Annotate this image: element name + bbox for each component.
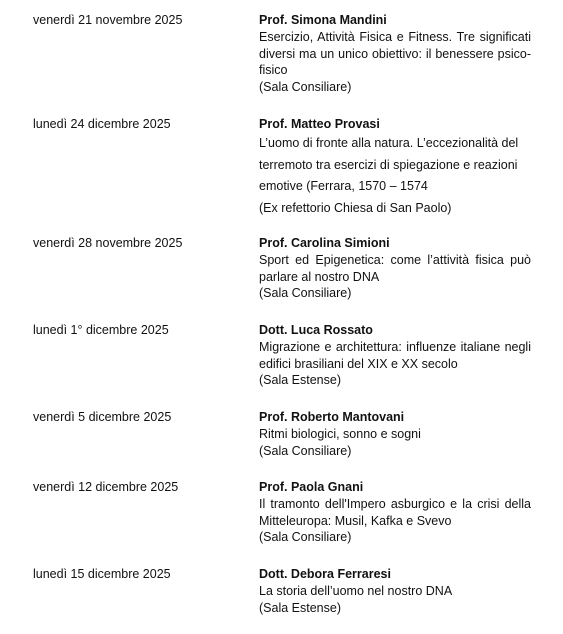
- event-venue: (Sala Estense): [259, 600, 341, 615]
- event-date: lunedì 15 dicembre 2025: [33, 567, 171, 581]
- event-date: venerdì 5 dicembre 2025: [33, 410, 172, 424]
- event-date: lunedì 24 dicembre 2025: [33, 117, 171, 131]
- event-date: lunedì 1° dicembre 2025: [33, 323, 169, 337]
- event-venue: (Sala Consiliare): [259, 443, 352, 458]
- event-date: venerdì 21 novembre 2025: [33, 13, 183, 27]
- event-title: Migrazione e architettura: influenze italiane negli edifici brasiliani del XIX e XX secolo: [259, 340, 531, 371]
- event-speaker: Dott. Debora Ferraresi: [259, 567, 391, 581]
- event-title: Esercizio, Attività Fisica e Fitness. Tre significati diversi ma un unico obiettivo: il benessere psico-fisico: [259, 30, 531, 77]
- event-details: [259, 235, 531, 302]
- event-details: [259, 479, 531, 546]
- event-title: Sport ed Epigenetica: come l’attività fisica può parlare al nostro DNA: [259, 253, 531, 284]
- event-title: La storia dell’uomo nel nostro DNA: [259, 584, 453, 598]
- event-venue: (Sala Estense): [259, 373, 341, 387]
- event-speaker: Prof. Simona Mandini: [259, 13, 387, 27]
- event-title: L’uomo di fronte alla natura. L’eccezionalità del terremoto tra esercizi di spiegazione e reazioni emotive (Ferrara, 1570 – 1574: [259, 136, 519, 193]
- event-details: [259, 566, 531, 617]
- event-speaker: Prof. Matteo Provasi: [259, 117, 380, 131]
- event-speaker: Prof. Paola Gnani: [259, 480, 364, 494]
- event-venue: (Sala Consiliare): [259, 530, 352, 544]
- event-details: [259, 322, 531, 389]
- event-details: [259, 116, 531, 219]
- event-details: [259, 12, 531, 96]
- event-date: venerdì 12 dicembre 2025: [33, 480, 179, 494]
- event-venue: (Sala Consiliare): [259, 286, 352, 300]
- event-venue: (Ex refettorio Chiesa di San Paolo): [259, 200, 452, 215]
- event-speaker: Prof. Carolina Simioni: [259, 236, 390, 250]
- event-venue: (Sala Consiliare): [259, 79, 352, 94]
- event-date: venerdì 28 novembre 2025: [33, 236, 183, 250]
- event-title: Ritmi biologici, sonno e sogni: [259, 427, 421, 441]
- event-speaker: Dott. Luca Rossato: [259, 323, 373, 337]
- event-details: [259, 409, 531, 460]
- event-speaker: Prof. Roberto Mantovani: [259, 410, 405, 424]
- event-title: Il tramonto dell'Impero asburgico e la crisi della Mitteleuropa: Musil, Kafka e Svevo: [259, 497, 531, 528]
